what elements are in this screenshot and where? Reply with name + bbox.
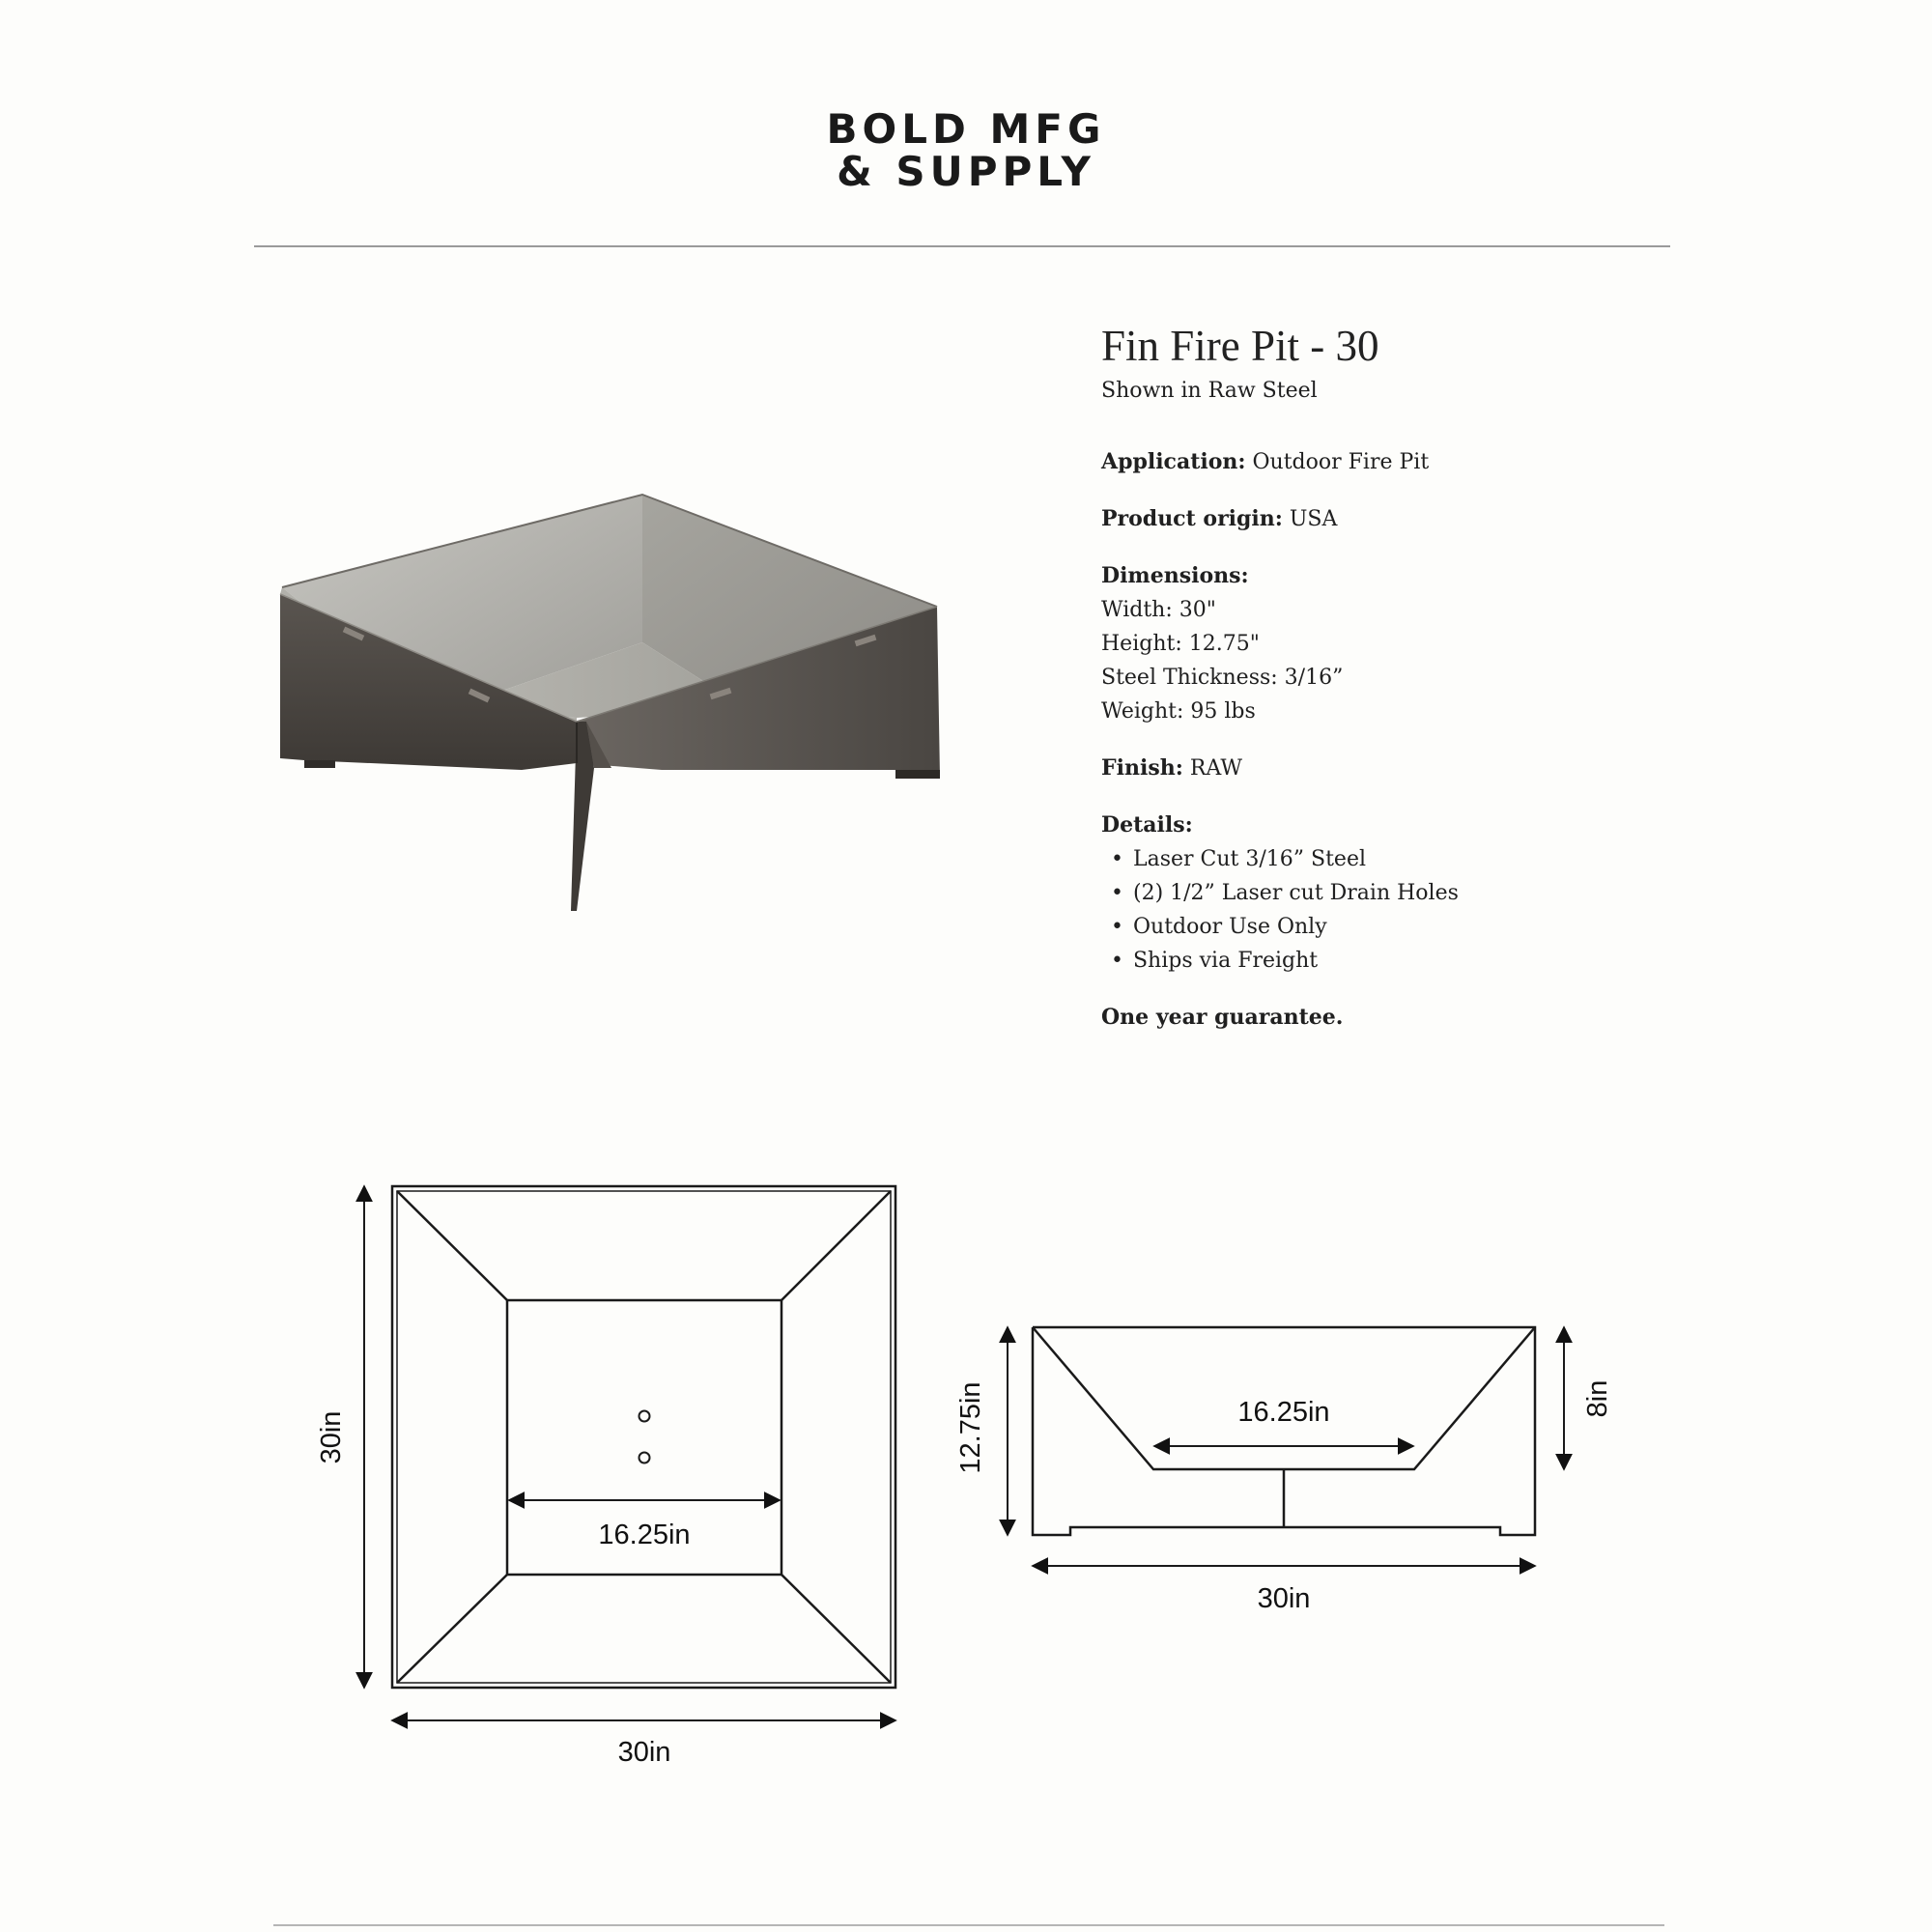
- dimension-height: Height: 12.75": [1101, 632, 1260, 656]
- origin-label: Product origin:: [1101, 506, 1283, 531]
- top-view-height-label: 30in: [316, 1410, 347, 1464]
- dimension-width: Width: 30": [1101, 598, 1216, 622]
- application-value: Outdoor Fire Pit: [1252, 450, 1430, 474]
- top-view-inner-label: 16.25in: [598, 1520, 691, 1550]
- list-item: • (2) 1/2” Laser cut Drain Holes: [1111, 881, 1459, 905]
- list-item: • Outdoor Use Only: [1111, 915, 1327, 939]
- dimension-weight: Weight: 95 lbs: [1101, 699, 1256, 724]
- brand-logo-line2: & SUPPLY: [837, 148, 1095, 195]
- finish-label: Finish:: [1101, 755, 1183, 781]
- side-view-inner-label: 16.25in: [1237, 1397, 1330, 1428]
- side-view-height-label: 12.75in: [955, 1381, 986, 1474]
- brand-logo-line1: BOLD MFG: [826, 105, 1106, 153]
- list-item: • Laser Cut 3/16” Steel: [1111, 847, 1366, 871]
- side-view-drawing: [1008, 1327, 1564, 1566]
- details-label: Details:: [1101, 812, 1193, 838]
- product-title: Fin Fire Pit - 30: [1101, 322, 1379, 370]
- dimensions-label: Dimensions:: [1101, 563, 1249, 588]
- top-view-width-label: 30in: [617, 1737, 671, 1768]
- dimension-thickness: Steel Thickness: 3/16”: [1101, 666, 1344, 690]
- origin-value: USA: [1289, 507, 1338, 531]
- footer-divider: [273, 1924, 1664, 1926]
- guarantee-text: One year guarantee.: [1101, 1005, 1344, 1030]
- side-view-depth-label: 8in: [1582, 1379, 1613, 1418]
- product-subtitle: Shown in Raw Steel: [1101, 379, 1318, 403]
- finish-value: RAW: [1189, 756, 1243, 781]
- list-item: • Ships via Freight: [1111, 949, 1319, 973]
- top-view-drawing: [364, 1186, 895, 1720]
- side-view-width-label: 30in: [1257, 1583, 1311, 1614]
- application-label: Application:: [1101, 449, 1246, 474]
